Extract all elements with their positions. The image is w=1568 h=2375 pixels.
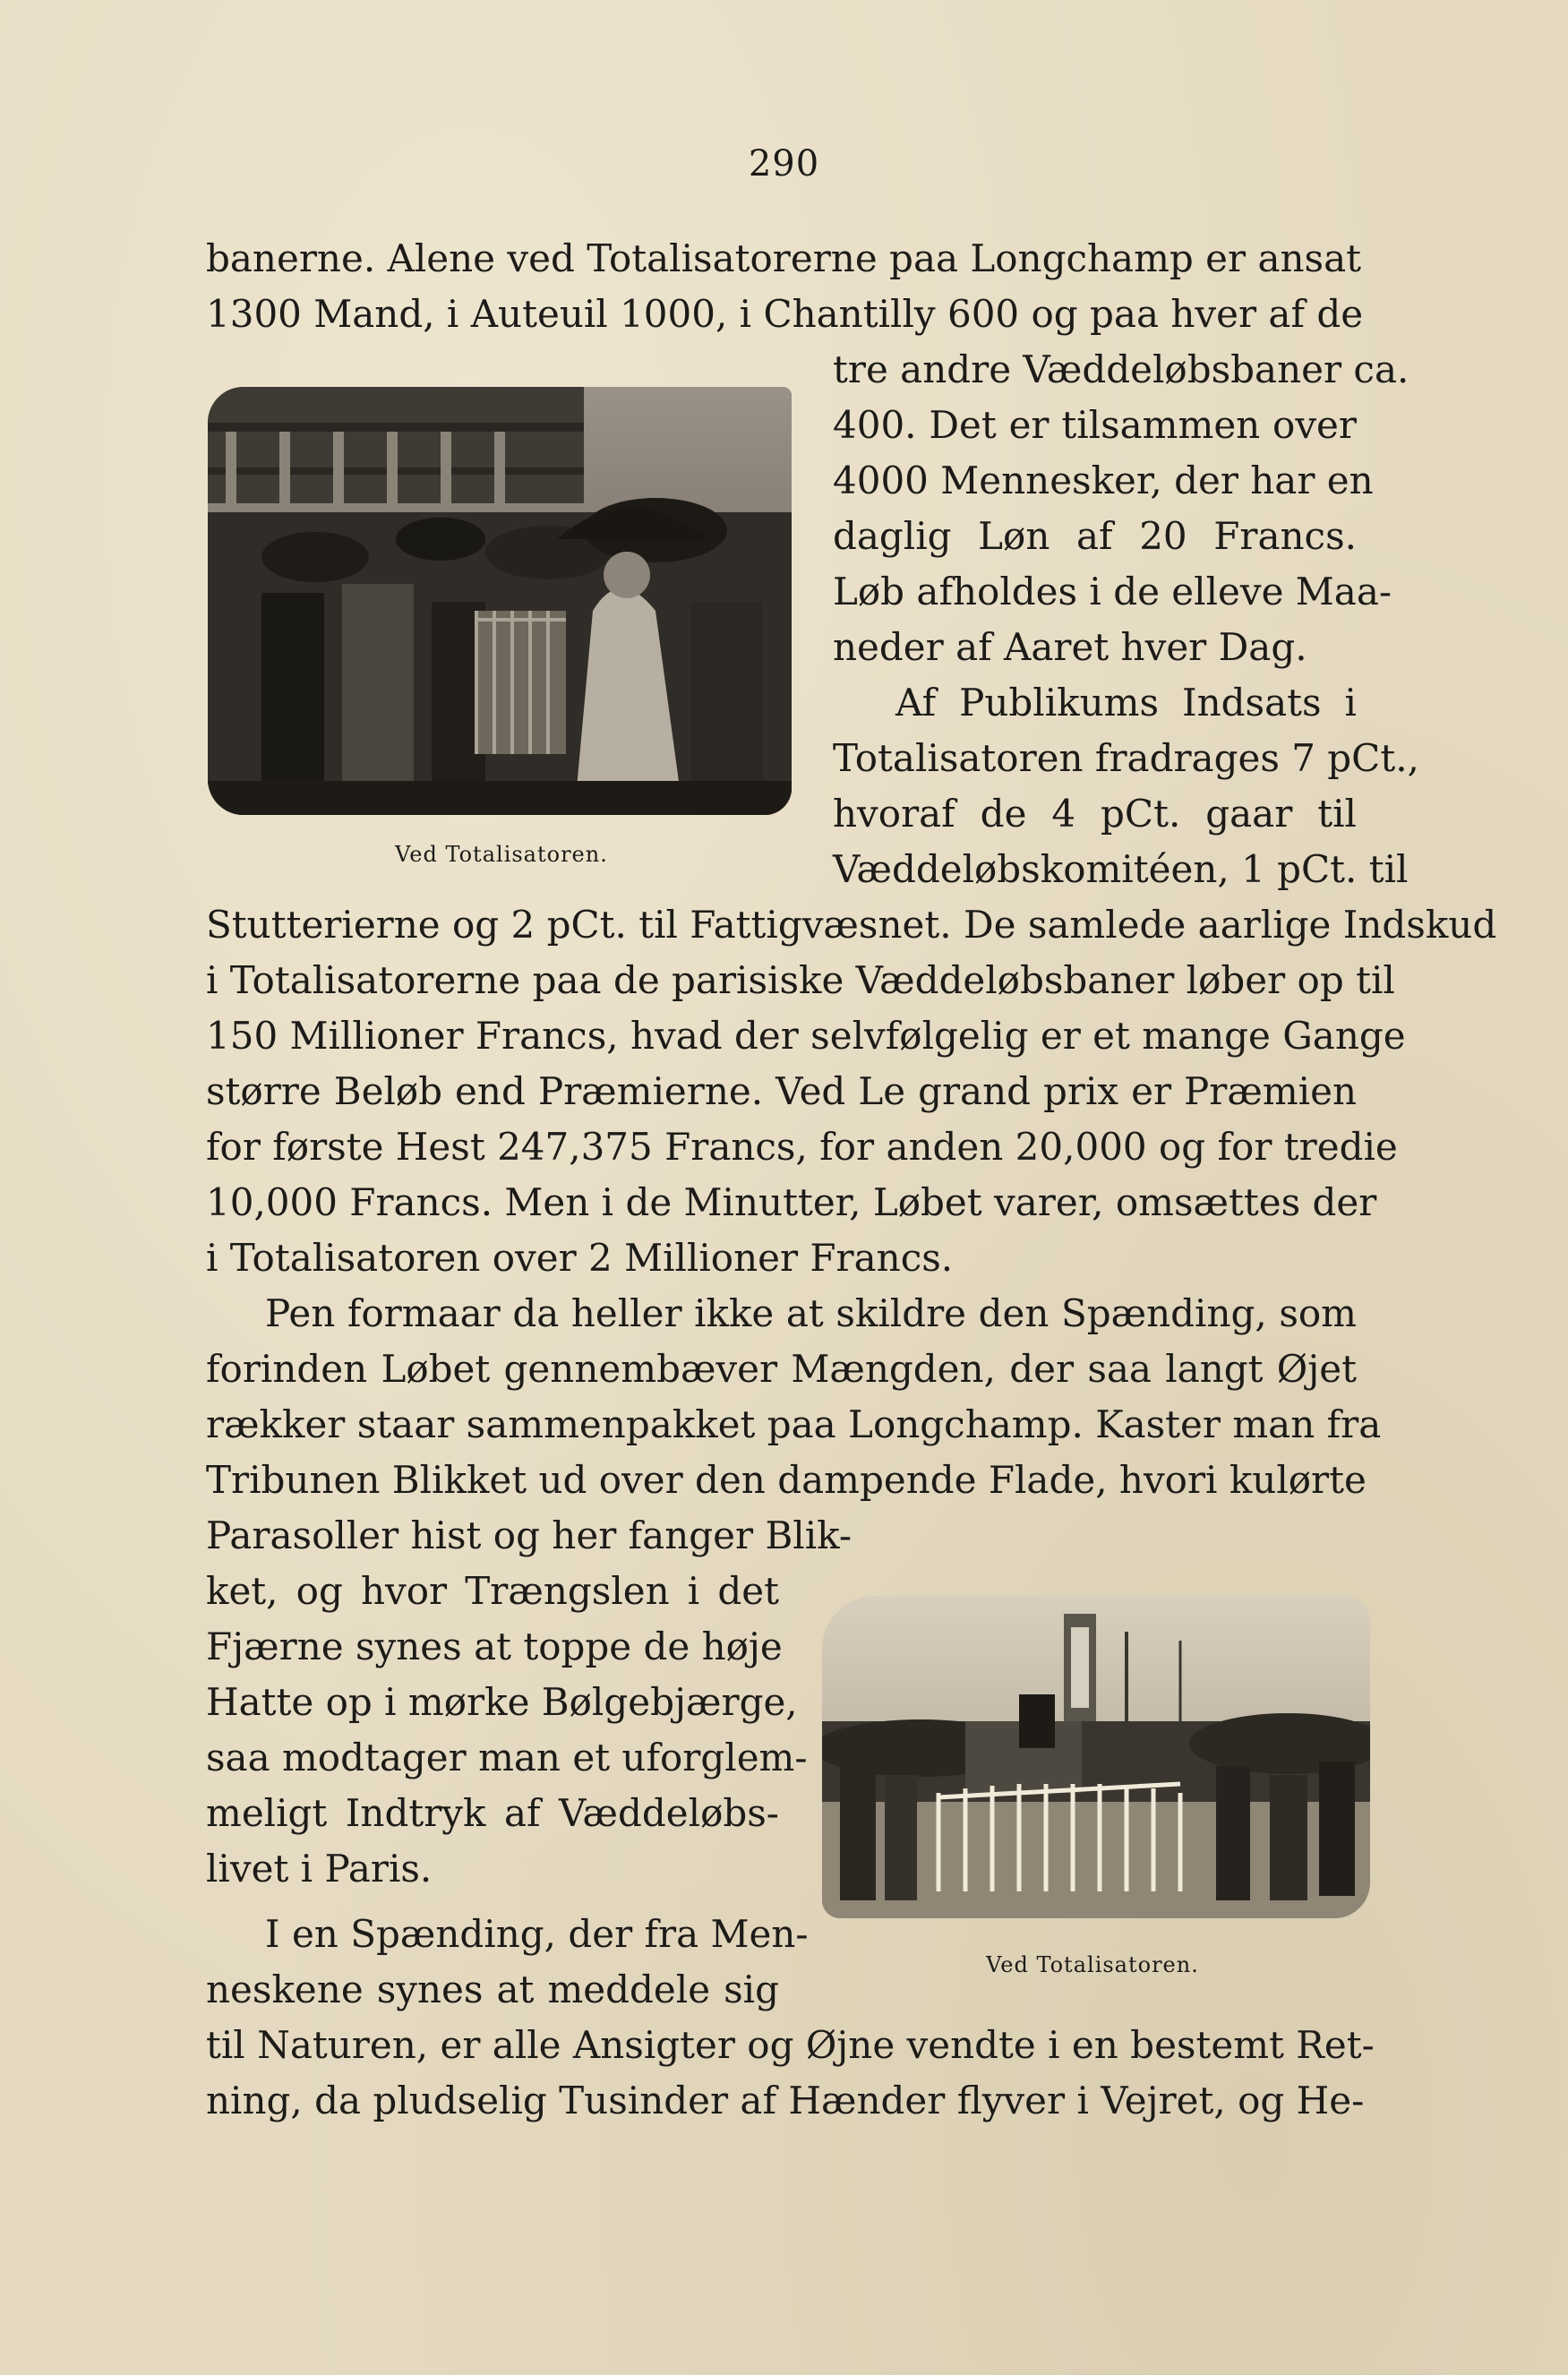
text-line: ket, og hvor Trængslen i det (206, 1569, 779, 1613)
text-line: større Beløb end Præmierne. Ved Le grand prix er Præmien (206, 1069, 1357, 1113)
text-line: I en Spænding, der fra Men- (265, 1912, 809, 1956)
text-line: Fjærne synes at toppe de høje (206, 1625, 783, 1668)
text-line: 1300 Mand, i Auteuil 1000, i Chantilly 600 og paa hver af de (206, 292, 1364, 336)
text-line: Stutterierne og 2 pCt. til Fattigvæsnet. De samlede aarlige Indskud (206, 903, 1497, 947)
text-line: Løb afholdes i de elleve Maa- (833, 570, 1392, 613)
photo-crowd-at-totalisator (208, 387, 792, 815)
text-line: Totalisatoren fradrages 7 pCt., (833, 736, 1419, 780)
text-line: livet i Paris. (206, 1847, 433, 1891)
text-line: hvoraf de 4 pCt. gaar til (833, 792, 1357, 836)
text-line: 400. Det er tilsammen over (833, 403, 1357, 447)
text-line: ning, da pludselig Tusinder af Hænder flyver i Vejret, og He- (206, 2079, 1365, 2122)
text-line: Tribunen Blikket ud over den dampende Flade, hvori kulørte (206, 1458, 1367, 1502)
text-line: i Totalisatoren over 2 Millioner Francs. (206, 1236, 954, 1280)
text-line: meligt Indtryk af Væddeløbs- (206, 1791, 779, 1835)
text-line: forinden Løbet gennembæver Mængden, der saa langt Øjet (206, 1347, 1357, 1391)
text-line: i Totalisatorerne paa de parisiske Væddeløbsbaner løber op til (206, 958, 1395, 1002)
text-line: neskene synes at meddele sig (206, 1968, 779, 2011)
text-line: Pen formaar da heller ikke at skildre den Spænding, som (265, 1291, 1357, 1335)
figure-caption: Ved Totalisatoren. (986, 1952, 1199, 1977)
photo-totalisator-kiosk (822, 1596, 1370, 1918)
text-line: saa modtager man et uforglem- (206, 1736, 808, 1779)
page-number: 290 (748, 143, 820, 184)
text-line: Væddeløbskomitéen, 1 pCt. til (833, 847, 1409, 891)
text-line: daglig Løn af 20 Francs. (833, 514, 1357, 558)
figure-caption: Ved Totalisatoren. (395, 842, 608, 867)
text-line: for første Hest 247,375 Francs, for anden 20,000 og for tredie (206, 1125, 1398, 1169)
text-line: 4000 Mennesker, der har en (833, 459, 1374, 502)
text-line: 150 Millioner Francs, hvad der selvfølgelig er et mange Gange (206, 1014, 1406, 1058)
text-line: tre andre Væddeløbsbaner ca. (833, 347, 1409, 391)
text-line: Parasoller hist og her fanger Blik- (206, 1513, 853, 1557)
text-line: neder af Aaret hver Dag. (833, 625, 1307, 669)
text-line: til Naturen, er alle Ansigter og Øjne vendte i en bestemt Ret- (206, 2023, 1375, 2067)
text-line: 10,000 Francs. Men i de Minutter, Løbet varer, omsættes der (206, 1180, 1377, 1224)
text-line: banerne. Alene ved Totalisatorerne paa Longchamp er ansat (206, 236, 1362, 280)
text-line: Af Publikums Indsats i (895, 681, 1357, 725)
text-line: Hatte op i mørke Bølgebjærge, (206, 1680, 798, 1724)
text-line: rækker staar sammenpakket paa Longchamp. Kaster man fra (206, 1402, 1382, 1446)
